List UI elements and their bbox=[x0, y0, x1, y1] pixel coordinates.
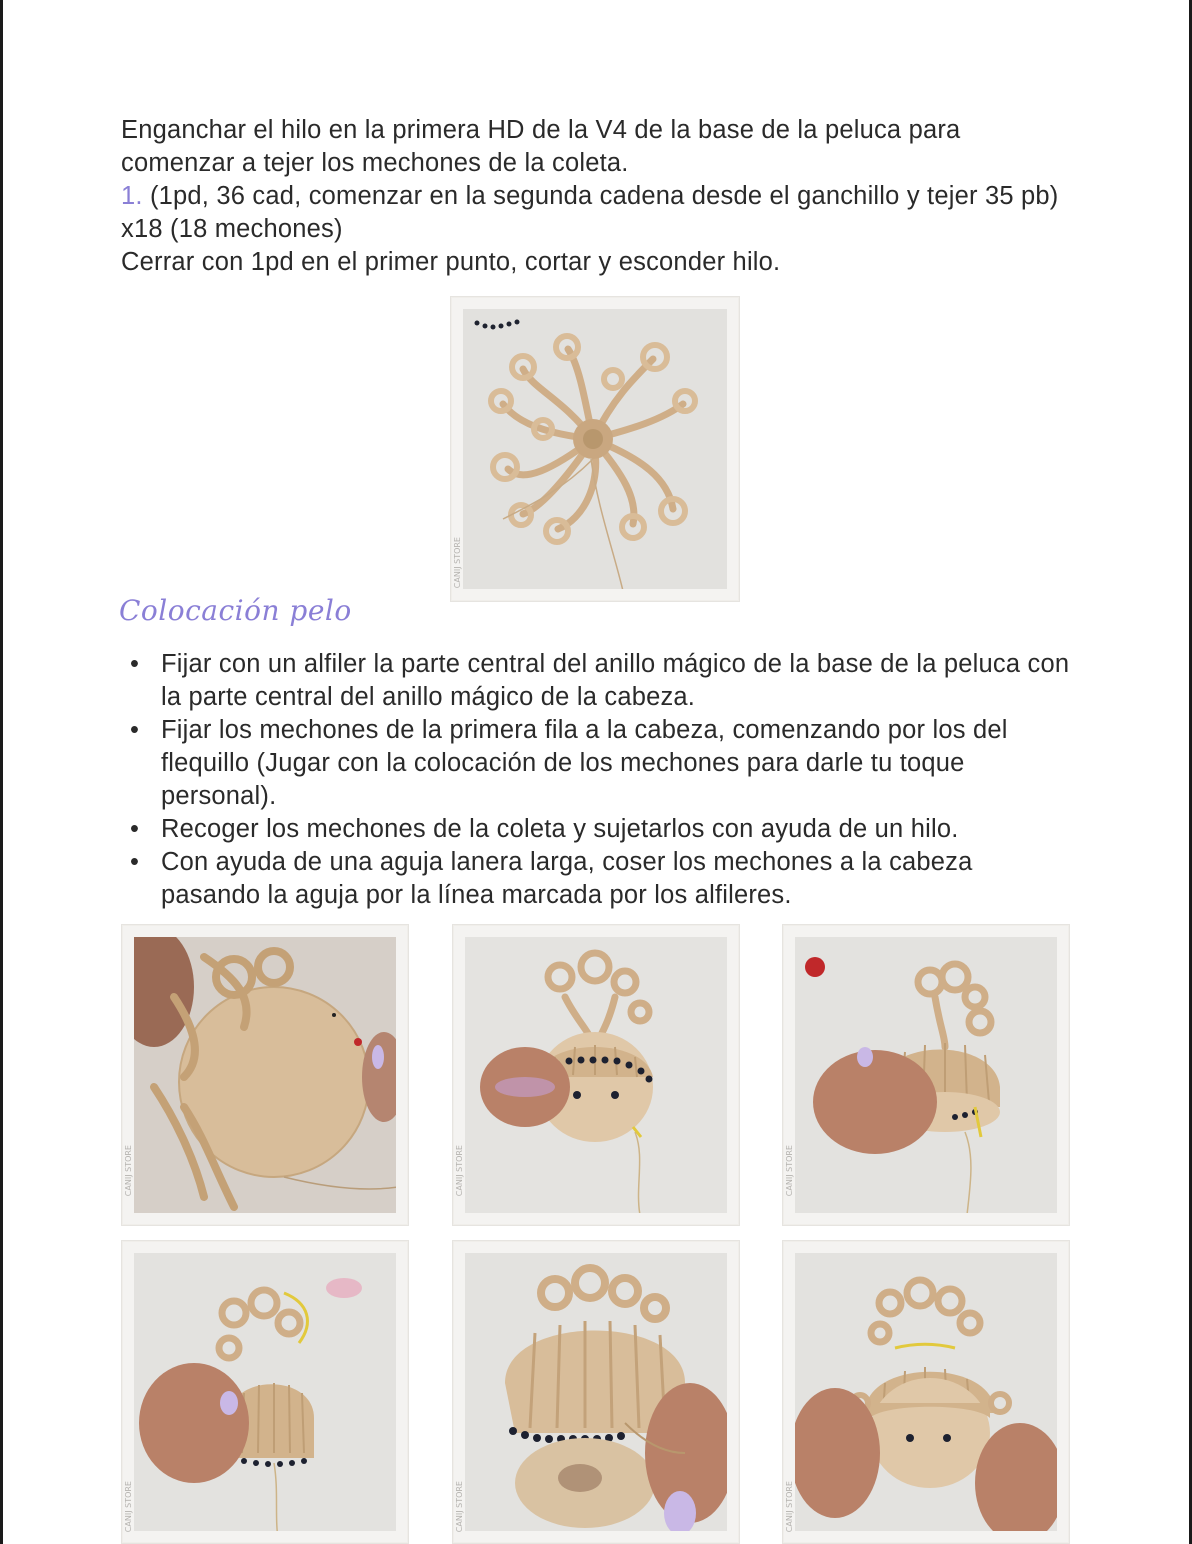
intro-row-1 bbox=[121, 180, 1061, 246]
step-5-illustration bbox=[465, 1253, 727, 1531]
photo-step-3 bbox=[782, 924, 1070, 1226]
bullet: • bbox=[130, 716, 140, 744]
step-text: Fijar con un alfiler la parte central del anillo mágico de la base de la peluca con la parte central del anillo mágico de la cabeza. bbox=[161, 650, 1070, 711]
page-border-left bbox=[0, 0, 3, 1544]
bullet: • bbox=[130, 848, 140, 876]
step-6-illustration bbox=[795, 1253, 1057, 1531]
step-item bbox=[130, 813, 1070, 846]
intro-line-1: Enganchar el hilo en la primera HD de la V4 de la base de la peluca para comenzar a tejer los mechones de la coleta. bbox=[121, 116, 961, 177]
step-4-illustration bbox=[134, 1253, 396, 1531]
photo-step-4 bbox=[121, 1240, 409, 1544]
step-item bbox=[130, 846, 1070, 912]
row-number: 1. bbox=[121, 182, 143, 210]
photo-step-2 bbox=[452, 924, 740, 1226]
photo-step-5 bbox=[452, 1240, 740, 1544]
step-item bbox=[130, 714, 1070, 813]
photo-step-6 bbox=[782, 1240, 1070, 1544]
step-2-illustration bbox=[465, 937, 727, 1213]
step-text: Fijar los mechones de la primera fila a la cabeza, comenzando por los del flequillo (Jugar con la colocación de los mechones para darle tu toque personal). bbox=[161, 716, 1008, 810]
photo-step-1 bbox=[121, 924, 409, 1226]
step-3-illustration bbox=[795, 937, 1057, 1213]
ponytail-illustration bbox=[463, 309, 727, 589]
steps-list bbox=[130, 648, 1070, 912]
step-1-illustration bbox=[134, 937, 396, 1213]
step-text: Con ayuda de una aguja lanera larga, coser los mechones a la cabeza pasando la aguja por la línea marcada por los alfileres. bbox=[161, 848, 973, 909]
step-text: Recoger los mechones de la coleta y sujetarlos con ayuda de un hilo. bbox=[161, 815, 959, 843]
bullet: • bbox=[130, 815, 140, 843]
row-text: (1pd, 36 cad, comenzar en la segunda cadena desde el ganchillo y tejer 35 pb) x18 (18 mechones) bbox=[121, 182, 1059, 243]
section-title: Colocación pelo bbox=[119, 594, 352, 627]
watermark: CANIJ STORE bbox=[124, 1481, 133, 1533]
intro-line-3: Cerrar con 1pd en el primer punto, cortar y esconder hilo. bbox=[121, 248, 781, 276]
watermark: CANIJ STORE bbox=[455, 1481, 464, 1533]
watermark: CANIJ STORE bbox=[124, 1145, 133, 1197]
step-item bbox=[130, 648, 1070, 714]
watermark: CANIJ STORE bbox=[453, 537, 462, 589]
bullet: • bbox=[130, 650, 140, 678]
watermark: CANIJ STORE bbox=[785, 1481, 794, 1533]
watermark: CANIJ STORE bbox=[455, 1145, 464, 1197]
photo-ponytail-strands bbox=[450, 296, 740, 602]
intro-text bbox=[121, 114, 1061, 279]
watermark: CANIJ STORE bbox=[785, 1145, 794, 1197]
